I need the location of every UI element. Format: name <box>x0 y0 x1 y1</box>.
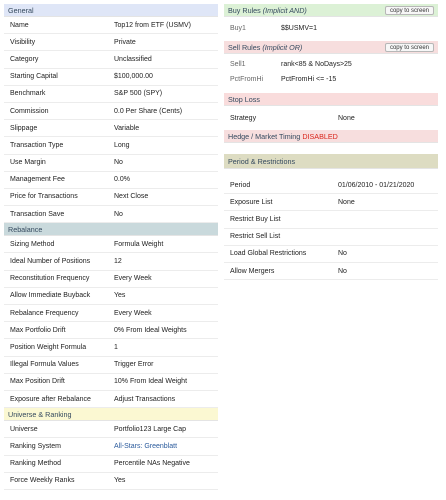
universe-row <box>4 456 218 473</box>
universe-title: Universe & Ranking <box>8 410 72 420</box>
rule-formula: rank<85 & NoDays>25 <box>281 61 352 68</box>
row-key: Price for Transactions <box>10 193 78 201</box>
general-row <box>4 17 218 34</box>
rebalance-row <box>4 374 218 391</box>
period-row <box>224 263 438 280</box>
rebalance-row <box>4 305 218 322</box>
row-value: Top12 from ETF (USMV) <box>114 21 192 29</box>
stop-loss-row <box>224 108 438 128</box>
general-row <box>4 137 218 154</box>
row-value: None <box>338 198 355 206</box>
general-row <box>4 172 218 189</box>
row-value: Formula Weight <box>114 240 164 248</box>
row-key: Load Global Restrictions <box>230 250 307 258</box>
rebalance-row <box>4 288 218 305</box>
universe-row <box>4 421 218 438</box>
general-row <box>4 86 218 103</box>
sell-rule-row <box>224 72 438 87</box>
row-value: 0.0 Per Share (Cents) <box>114 107 183 115</box>
row-value: No <box>338 250 347 258</box>
row-key: Visibility <box>10 38 36 46</box>
buy-rule-row <box>224 21 438 36</box>
rebalance-row <box>4 322 218 339</box>
period-row <box>224 246 438 263</box>
row-value: S&P 500 (SPY) <box>114 90 163 98</box>
rule-name: Sell1 <box>230 61 246 68</box>
row-key: Restrict Buy List <box>230 215 281 223</box>
row-value: Private <box>114 38 136 46</box>
row-value: $100,000.00 <box>114 73 153 81</box>
row-key: Strategy <box>230 114 257 122</box>
general-row <box>4 120 218 137</box>
row-key: Ranking System <box>10 442 61 450</box>
row-key: Benchmark <box>10 90 46 98</box>
row-value: 01/06/2010 - 01/21/2020 <box>338 181 415 189</box>
row-key: Max Portfolio Drift <box>10 326 66 334</box>
row-value: Next Close <box>114 193 149 201</box>
row-value: No <box>338 267 347 275</box>
general-row <box>4 103 218 120</box>
rebalance-row <box>4 391 218 408</box>
row-key: Name <box>10 21 29 29</box>
row-key: Allow Immediate Buyback <box>10 292 91 300</box>
general-row <box>4 206 218 223</box>
rebalance-row <box>4 236 218 253</box>
row-key: Starting Capital <box>10 73 58 81</box>
row-key: Allow Mergers <box>230 267 275 275</box>
rule-formula: $$USMV=1 <box>281 25 317 32</box>
rebalance-table <box>4 236 218 408</box>
general-row <box>4 51 218 68</box>
row-value: Yes <box>114 292 126 300</box>
row-key: Transaction Type <box>10 141 64 149</box>
row-value: Every Week <box>114 275 152 283</box>
general-row <box>4 189 218 206</box>
row-key: Sizing Method <box>10 240 55 248</box>
row-key: Transaction Save <box>10 210 65 218</box>
row-key: Management Fee <box>10 176 65 184</box>
period-row <box>224 211 438 228</box>
row-value: Unclassified <box>114 55 152 63</box>
row-key: Force Weekly Ranks <box>10 477 75 485</box>
general-row <box>4 69 218 86</box>
right-column <box>224 4 438 280</box>
rebalance-row <box>4 357 218 374</box>
buy-rules-note: (Implicit AND) <box>262 6 307 15</box>
row-key: Use Margin <box>10 159 46 167</box>
row-value: 0% From Ideal Weights <box>114 326 187 334</box>
general-row <box>4 155 218 172</box>
period-table <box>224 177 438 280</box>
universe-section-header <box>4 408 218 421</box>
rebalance-row <box>4 339 218 356</box>
row-value: Portfolio123 Large Cap <box>114 425 186 433</box>
buy-copy-to-screen-button[interactable]: copy to screen <box>385 6 434 15</box>
sell-rules-title: Sell Rules <box>228 43 261 52</box>
general-section-header <box>4 4 218 17</box>
row-value: Every Week <box>114 309 152 317</box>
row-key: Exposure after Rebalance <box>10 395 91 403</box>
row-key: Position Weight Formula <box>10 343 87 351</box>
general-row <box>4 34 218 51</box>
sell-copy-to-screen-button[interactable]: copy to screen <box>385 43 434 52</box>
general-table <box>4 17 218 223</box>
row-key: Reconstitution Frequency <box>10 275 90 283</box>
rule-name: Buy1 <box>230 25 246 32</box>
general-title: General <box>8 6 34 15</box>
row-key: Restrict Sell List <box>230 233 281 241</box>
period-row <box>224 229 438 246</box>
rule-formula: PctFromHi <= -15 <box>281 76 337 83</box>
period-title: Period & Restrictions <box>228 157 296 166</box>
universe-row <box>4 473 218 490</box>
universe-table <box>4 421 218 490</box>
sell-rules-note: (Implicit OR) <box>262 43 303 52</box>
period-row <box>224 194 438 211</box>
rule-name: PctFromHi <box>230 76 264 83</box>
row-key: Commission <box>10 107 49 115</box>
stop-loss-header <box>224 93 438 106</box>
row-key: Period <box>230 181 251 189</box>
row-value: No <box>114 159 123 167</box>
buy-rules-title: Buy Rules <box>228 6 261 15</box>
buy-rules-header <box>224 4 438 17</box>
left-column <box>4 4 218 490</box>
sell-rules-header <box>224 41 438 54</box>
rebalance-title: Rebalance <box>8 225 43 235</box>
row-key: Universe <box>10 425 38 433</box>
row-key: Ideal Number of Positions <box>10 258 91 266</box>
rebalance-row <box>4 253 218 270</box>
row-key: Slippage <box>10 124 38 132</box>
row-value: Variable <box>114 124 140 132</box>
hedge-header <box>224 130 438 143</box>
period-header <box>224 154 438 169</box>
universe-row <box>4 438 218 455</box>
rebalance-section-header <box>4 223 218 236</box>
ranking-system-link[interactable]: All-Stars: Greenblatt <box>114 442 178 450</box>
row-key: Illegal Formula Values <box>10 361 79 369</box>
hedge-status-badge: DISABLED <box>302 132 338 141</box>
row-key: Max Position Drift <box>10 378 65 386</box>
row-value: Yes <box>114 477 126 485</box>
spacer <box>224 143 438 154</box>
row-value: No <box>114 210 123 218</box>
row-key: Rebalance Frequency <box>10 309 79 317</box>
rebalance-row <box>4 271 218 288</box>
stop-loss-title: Stop Loss <box>228 95 260 104</box>
row-value: 12 <box>114 258 122 266</box>
row-value: Adjust Transactions <box>114 395 176 403</box>
period-row <box>224 177 438 194</box>
row-value: 1 <box>114 343 118 351</box>
row-value: 10% From Ideal Weight <box>114 378 188 386</box>
row-value: Percentile NAs Negative <box>114 460 190 468</box>
sell-rule-row <box>224 57 438 72</box>
row-key: Exposure List <box>230 198 273 206</box>
row-value: Long <box>114 141 130 149</box>
row-value: 0.0% <box>114 176 130 184</box>
hedge-title: Hedge / Market Timing <box>228 132 301 141</box>
row-value: Trigger Error <box>114 361 154 369</box>
row-key: Category <box>10 55 39 63</box>
row-key: Ranking Method <box>10 460 61 468</box>
spacer <box>224 169 438 177</box>
row-value: None <box>338 114 355 122</box>
